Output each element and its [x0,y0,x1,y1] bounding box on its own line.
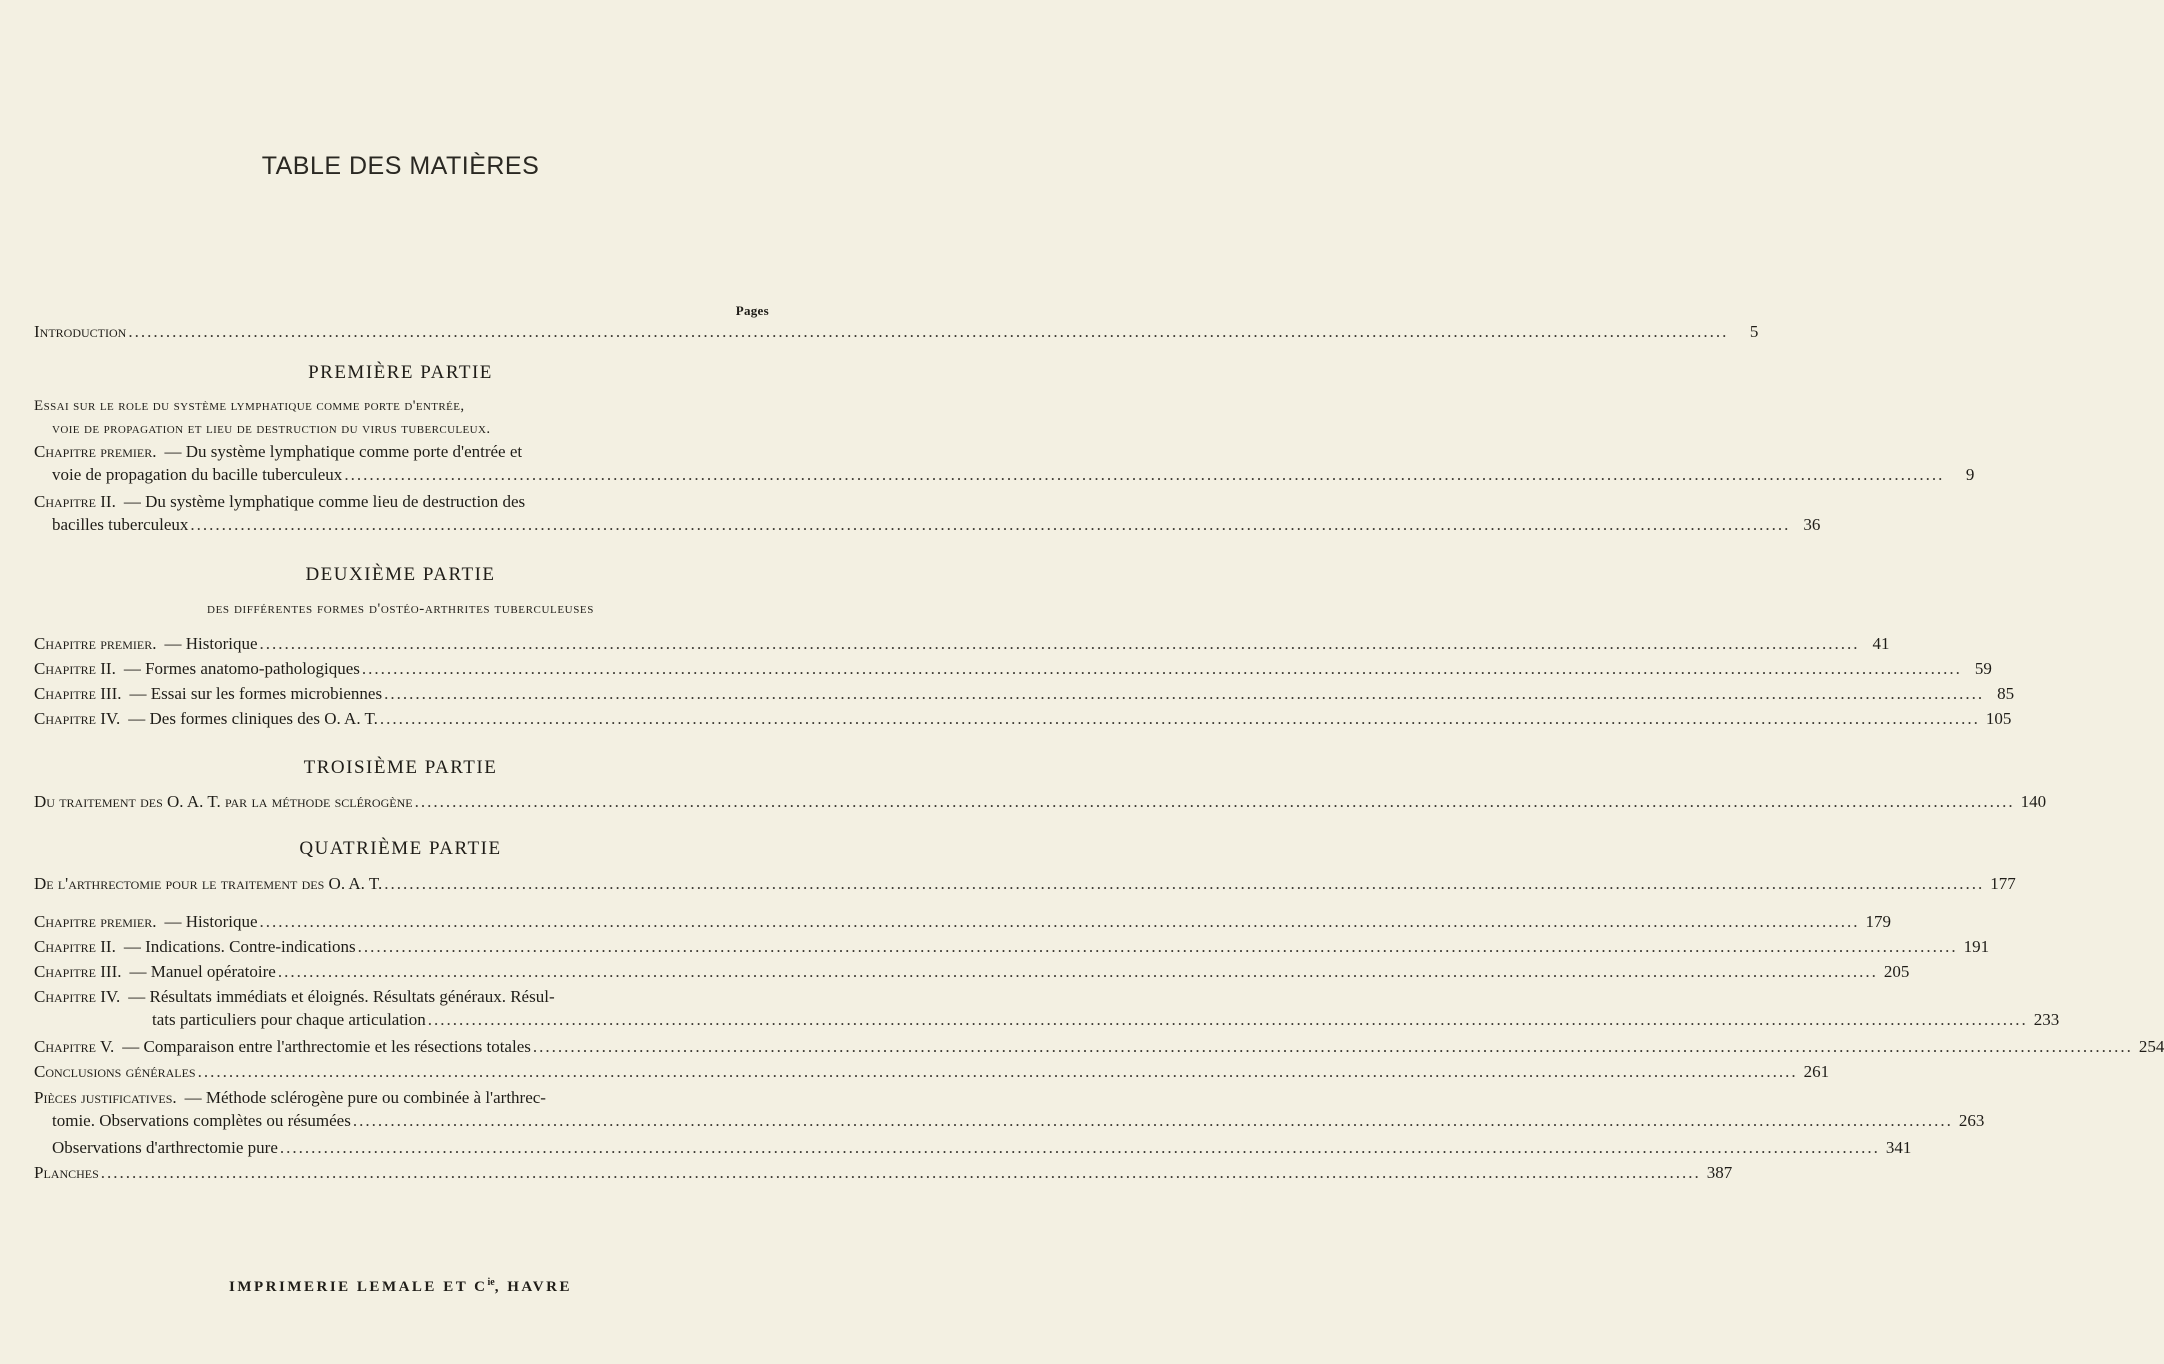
page-number: 59 [1974,659,1992,678]
page-number: 261 [1803,1062,1830,1081]
chapter-label: Chapitre IV. [34,987,121,1006]
entry-label: Observations d'arthrectomie pure [52,1138,278,1157]
leader-dots [353,1109,1953,1132]
part-heading-1: PREMIÈRE PARTIE [308,362,493,383]
page-number: 263 [1958,1111,1985,1130]
page-number: 179 [1865,912,1892,931]
chapter-title-cont: tats particuliers pour chaque articulation [152,1010,426,1029]
toc-entry-part4-chapter4 [34,985,2060,1031]
leader-dots [101,1161,1701,1184]
subtitle-line: voie de propagation et lieu de destruction du virus tuberculeux. [52,421,491,437]
leader-dots [198,1060,1798,1083]
page-number: 5 [1749,322,1759,341]
subtitle-line: Essai sur le role du système lymphatique comme porte d'entrée, [34,398,465,414]
leader-dots [344,463,1944,486]
page-number: 41 [1872,634,1890,653]
chapter-title: — Des formes cliniques des O. A. T. [128,709,378,728]
part-heading-2: DEUXIÈME PARTIE [305,564,496,585]
toc-entry-part4-chapter2 [34,935,1990,958]
entry-label: Du traitement des O. A. T. par la méthode sclérogène [34,792,413,811]
page-number: 254 [2138,1037,2164,1056]
page-number: 140 [2020,792,2047,811]
toc-entry-part2-chapter1 [34,632,1890,655]
leader-dots [260,632,1860,655]
chapter-title: — Du système lymphatique comme lieu de destruction des [123,492,526,511]
chapter-label: Chapitre IV. [34,709,121,728]
printer-imprint [0,1277,801,1296]
entry-label: Planches [34,1163,99,1182]
leader-dots [190,513,1790,536]
leader-dots [533,1035,2133,1058]
chapter-title: — Formes anatomo-pathologiques [123,659,360,678]
entry-label: De l'arthrectomie pour le traitement des O. A. T. [34,874,383,893]
leader-dots [384,872,1984,895]
chapter-title-cont: voie de propagation du bacille tuberculeux [52,465,343,484]
toc-entry-part4-chapter1 [34,910,1892,933]
chapter-label: Chapitre II. [34,659,116,678]
entry-label: Pièces justificatives. [34,1088,177,1107]
toc-entry-pieces-justificatives [34,1086,1985,1132]
toc-entry-part4-chapter3 [34,960,1910,983]
entry-label: Conclusions générales [34,1062,196,1081]
page-number: 387 [1706,1163,1733,1182]
toc-entry-part1-chapter2 [34,490,1821,536]
chapter-title: — Manuel opératoire [129,962,276,981]
chapter-title: — Historique [164,634,258,653]
toc-entry-introduction [34,320,1759,343]
leader-dots [428,1008,2028,1031]
chapter-label: Chapitre II. [34,492,116,511]
toc-entry-conclusions [34,1060,1830,1083]
imprint-city: , HAVRE [494,1279,572,1295]
page-number: 205 [1883,962,1910,981]
toc-entry-part2-chapter4 [34,707,2012,730]
page-number: 191 [1963,937,1990,956]
chapter-title-cont: bacilles tuberculeux [52,515,189,534]
page-number: 177 [1990,874,2016,893]
pages-column-label: Pages [735,303,769,318]
chapter-title: — Historique [164,912,258,931]
entry-title: — Méthode sclérogène pure ou combinée à l'arthrec- [184,1088,546,1107]
toc-entry-part2-chapter3 [34,682,2015,705]
leader-dots [358,935,1958,958]
entry-label: Introduction [34,322,127,341]
chapter-title: — Comparaison entre l'arthrectomie et les résections totales [122,1037,531,1056]
chapter-label: Chapitre III. [34,962,122,981]
page-number: 85 [1997,684,2015,703]
chapter-label: Chapitre premier. [34,912,157,931]
chapter-label: Chapitre V. [34,1037,115,1056]
chapter-title: — Essai sur les formes microbiennes [129,684,383,703]
chapter-title: — Indications. Contre-indications [123,937,356,956]
chapter-label: Chapitre III. [34,684,122,703]
leader-dots [128,320,1728,343]
toc-entry-part4-chapter5 [34,1035,2164,1058]
toc-entry-planches [34,1161,1733,1184]
toc-entry-part2-chapter2 [34,657,1992,680]
leader-dots [384,682,1984,705]
page-number: 105 [1985,709,2012,728]
part-subtitle-2: des différentes formes d'ostéo-arthrites tuberculeuses [207,601,594,617]
imprint-text: IMPRIMERIE LEMALE ET C [229,1279,488,1295]
chapter-title: — Résultats immédiats et éloignés. Résultats généraux. Résul- [128,987,555,1006]
toc-entry-part4 [34,872,2016,895]
leader-dots [278,960,1878,983]
toc-entry-part1-chapter1 [34,440,1975,486]
part-heading-4: QUATRIÈME PARTIE [299,838,502,859]
page-number: 233 [2033,1010,2060,1029]
toc-entry-observations [52,1136,1912,1159]
page-number: 36 [1803,515,1821,534]
chapter-label: Chapitre premier. [34,634,157,653]
page-number: 9 [1965,465,1975,484]
page-number: 341 [1885,1138,1912,1157]
chapter-title: — Du système lymphatique comme porte d'entrée et [164,442,523,461]
leader-dots [280,1136,1880,1159]
leader-dots [415,790,2015,813]
page-title: TABLE DES MATIÈRES [261,152,540,180]
leader-dots [362,657,1962,680]
part-heading-3: TROISIÈME PARTIE [303,757,498,778]
toc-entry-part3 [34,790,2047,813]
leader-dots [380,707,1980,730]
leader-dots [260,910,1860,933]
chapter-label: Chapitre II. [34,937,116,956]
entry-title-cont: tomie. Observations complètes ou résumées [52,1111,351,1130]
part-subtitle-1 [34,395,767,441]
chapter-label: Chapitre premier. [34,442,157,461]
imprint-superscript: ie [487,1277,495,1288]
